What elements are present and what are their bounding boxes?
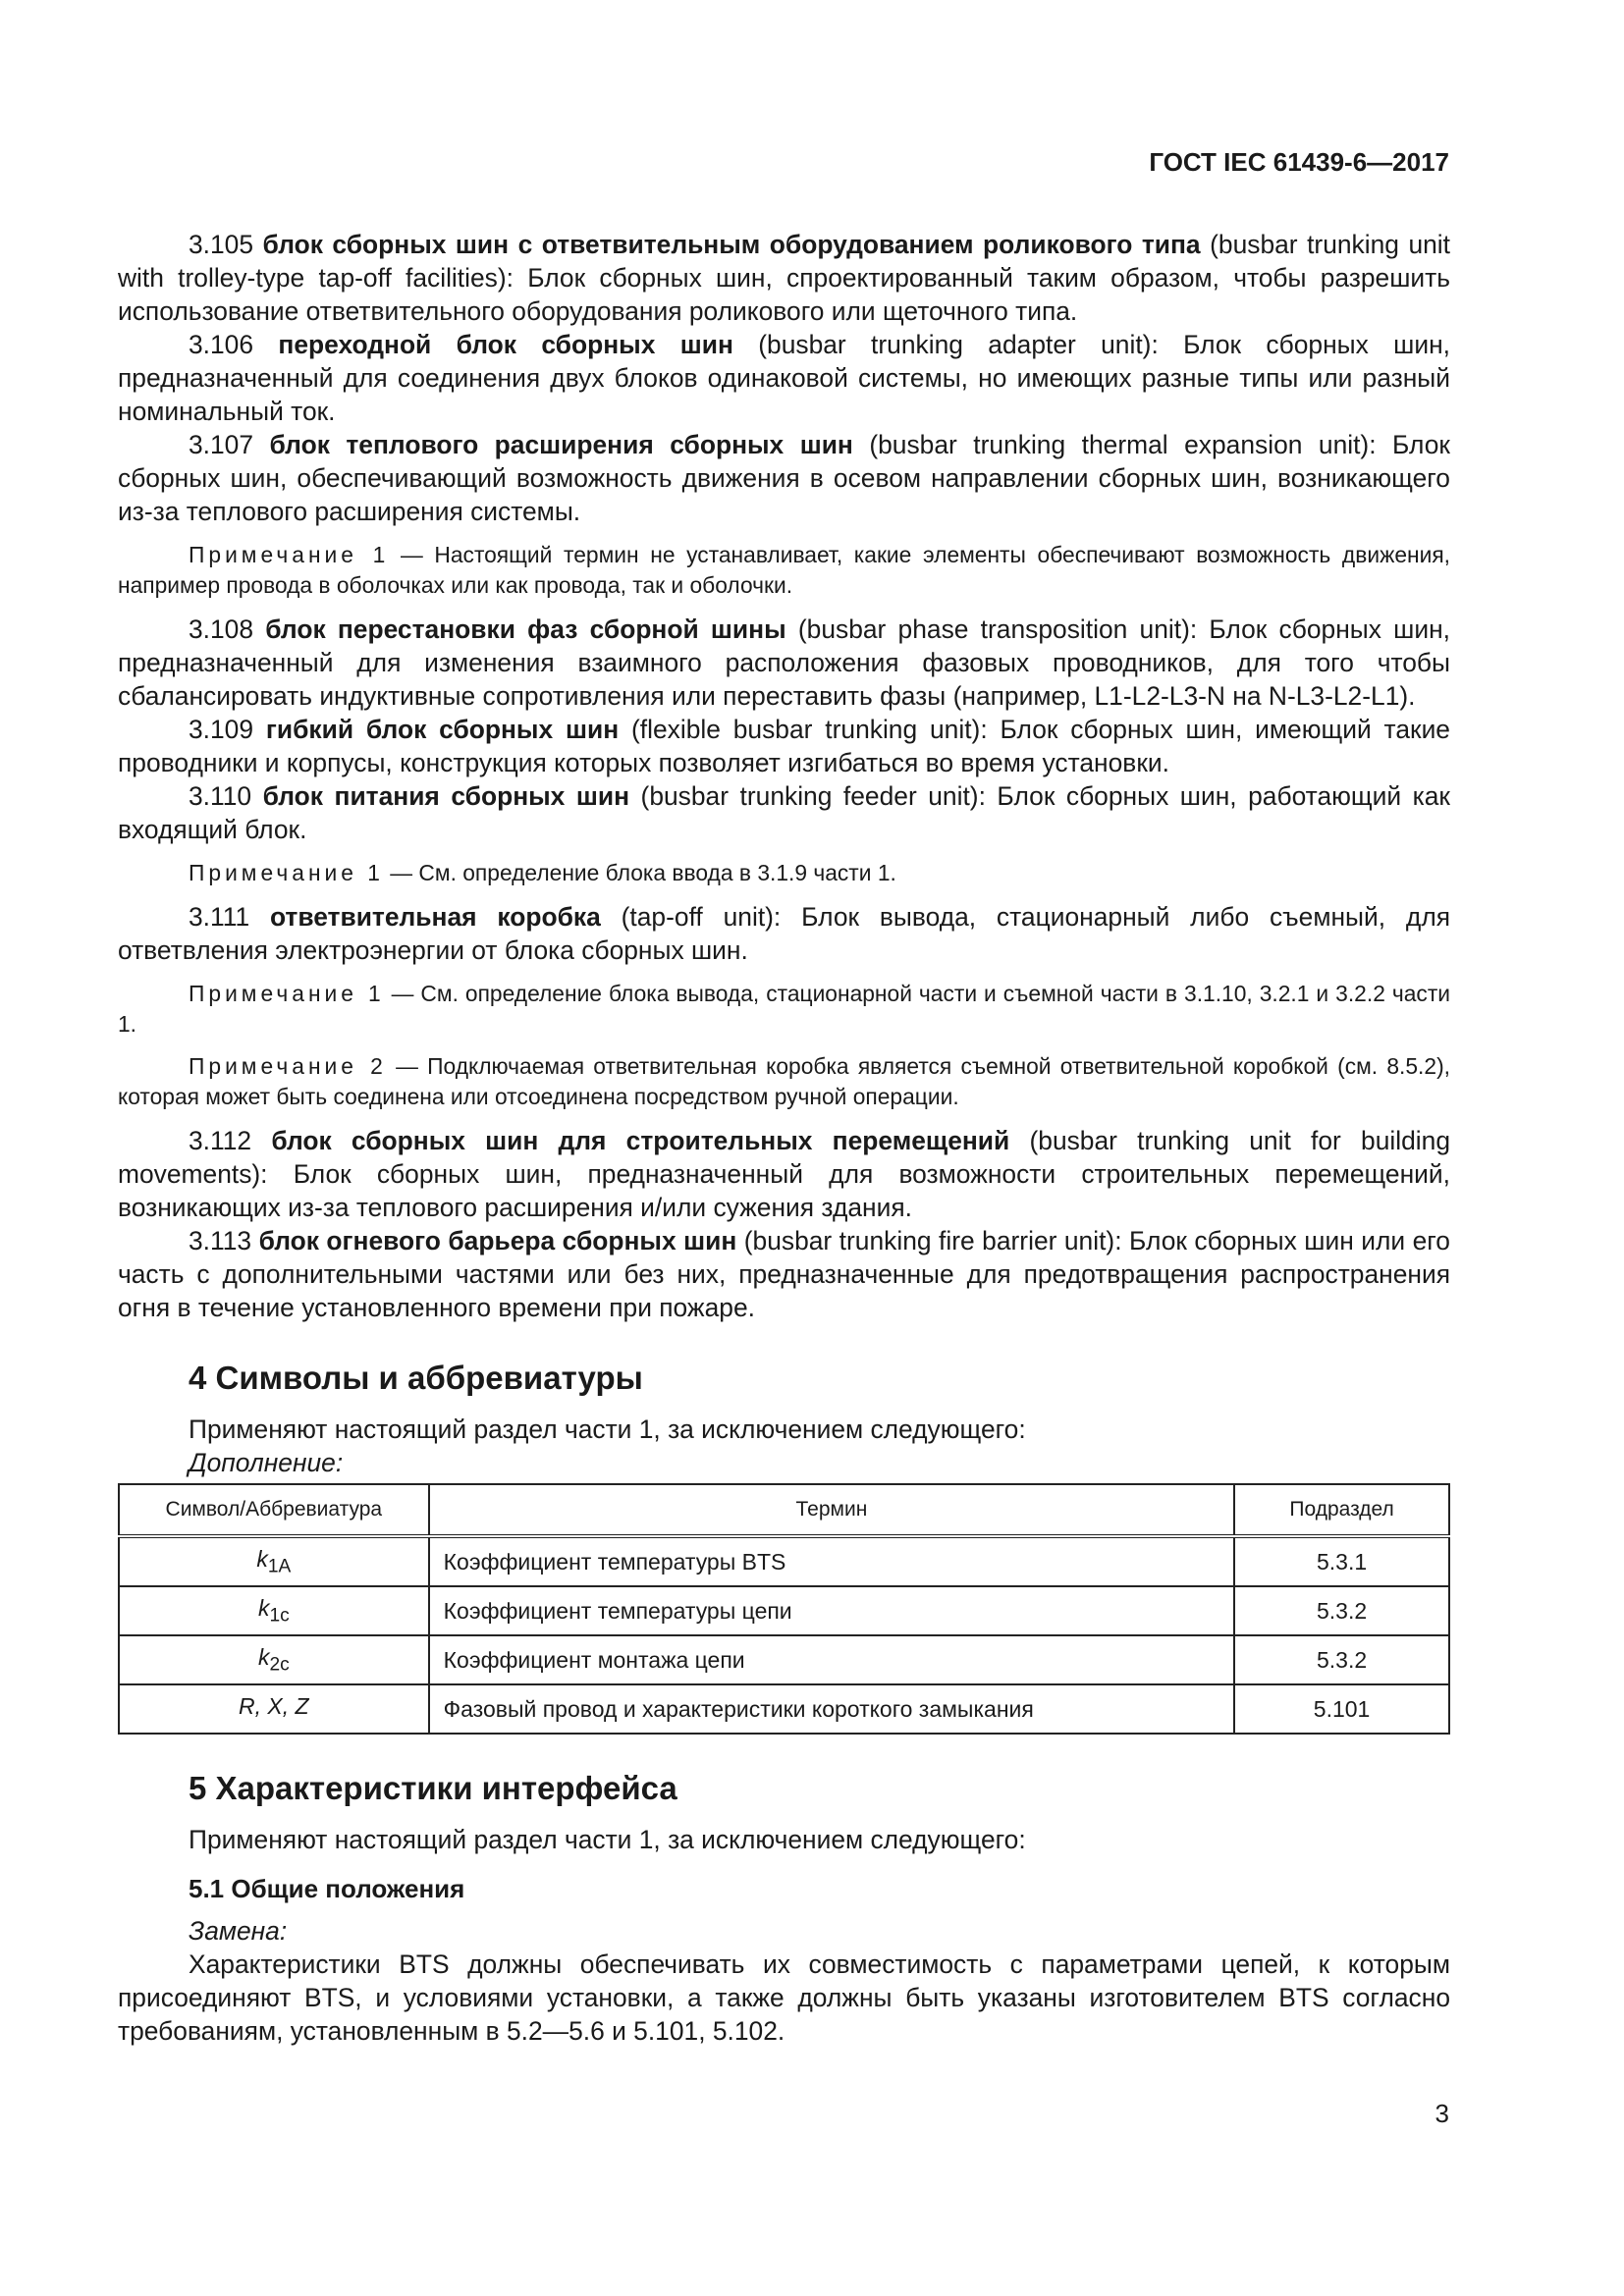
- table-row: [119, 1536, 1449, 1586]
- definition-3-112: 3.112 блок сборных шин для строительных перемещений (busbar trunking unit for building movements): Блок сборных шин, предназначенный для возможности строительных перемещений, возникающих из-за теплового расширения и/или сужения здания.: [118, 1126, 1451, 1222]
- table-cell-symbol: $k_{1c}$: [119, 1586, 429, 1635]
- table-row: [119, 1635, 1449, 1684]
- subsection-5-1-replacement: Замена:: [189, 1916, 288, 1946]
- table-cell-term: Коэффициент температуры цепи: [429, 1586, 1235, 1635]
- document-header: ГОСТ IEC 61439-6—2017: [1149, 147, 1449, 177]
- definition-3-109: 3.109 гибкий блок сборных шин (flexible busbar trunking unit): Блок сборных шин, имеющий такие проводники и корпусы, конструкция которых позволяет изгибаться во время установки.: [118, 715, 1450, 777]
- table-header-row: [119, 1484, 1449, 1536]
- table-cell-subsection: 5.101: [1234, 1684, 1449, 1734]
- section-4-heading: 4 Символы и аббревиатуры: [189, 1360, 643, 1396]
- table-header-symbol: Символ/Аббревиатура: [119, 1484, 429, 1536]
- page-number: 3: [1435, 2099, 1449, 2128]
- note-3-110: Примечание 1 — См. определение блока ввода в 3.1.9 части 1.: [189, 860, 896, 885]
- definition-3-110: 3.110 блок питания сборных шин (busbar trunking feeder unit): Блок сборных шин, работающий как входящий блок.: [118, 781, 1450, 844]
- subsection-5-1-body: Характеристики BTS должны обеспечивать их совместимость с параметрами цепей, к которым присоединяют BTS, и условиями установки, а также должны быть указаны изготовителем BTS согласно требованиям, установленным в 5.2—5.6 и 5.101, 5.102.: [118, 1949, 1450, 2046]
- section-5-heading: 5 Характеристики интерфейса: [189, 1770, 677, 1806]
- definition-3-105: 3.105 блок сборных шин с ответвительным оборудованием роликового типа (busbar trunking unit with trolley-type tap-off facilities): Блок сборных шин, спроектированный таким образом, чтобы разрешить использование ответвительного оборудования роликового или щеточного типа.: [118, 230, 1451, 326]
- note-3-111-1: Примечание 1 — См. определение блока вывода, стационарной части и съемной части в 3.1.10, 3.2.1 и 3.2.2 части 1.: [118, 981, 1450, 1037]
- definition-3-111: 3.111 ответвительная коробка (tap-off unit): Блок вывода, стационарный либо съемный, для ответвления электроэнергии от блока сборных шин.: [118, 902, 1451, 965]
- definition-3-108: 3.108 блок перестановки фаз сборной шины (busbar phase transposition unit): Блок сборных шин, предназначенный для изменения взаимного расположения фазовых проводников, для того чтобы сбалансировать индуктивные сопротивления или переставить фазы (например, L1-L2-L3-N на N-L3-L2-L1).: [118, 614, 1450, 711]
- table-cell-term: Коэффициент температуры BTS: [429, 1536, 1235, 1586]
- table-row: [119, 1586, 1449, 1635]
- note-3-107: Примечание 1 — Настоящий термин не устанавливает, какие элементы обеспечивают возможность движения, например провода в оболочках или как провода, так и оболочки.: [118, 542, 1450, 598]
- note-3-111-2: Примечание 2 — Подключаемая ответвительная коробка является съемной ответвительной коробкой (см. 8.5.2), которая может быть соединена или отсоединена посредством ручной операции.: [118, 1053, 1450, 1109]
- table-header-subsection: Подраздел: [1234, 1484, 1449, 1536]
- table-row: [119, 1684, 1449, 1734]
- definition-3-113: 3.113 блок огневого барьера сборных шин (busbar trunking fire barrier unit): Блок сборных шин или его часть с дополнительными частями или без них, предназначенные для предотвращения распространения огня в течение установленного времени при пожаре.: [118, 1226, 1450, 1322]
- table-header-term: Термин: [429, 1484, 1235, 1536]
- definition-3-107: 3.107 блок теплового расширения сборных шин (busbar trunking thermal expansion unit): Блок сборных шин, обеспечивающий возможность движения в осевом направлении сборных шин, возникающего из-за теплового расширения системы.: [118, 430, 1450, 526]
- subsection-5-1-heading: 5.1 Общие положения: [189, 1874, 465, 1903]
- section-4-addition: Дополнение:: [189, 1448, 344, 1477]
- table-cell-term: Фазовый провод и характеристики короткого замыкания: [429, 1684, 1235, 1734]
- table-cell-subsection: 5.3.1: [1234, 1536, 1449, 1586]
- table-cell-symbol: R, X, Z: [119, 1684, 429, 1734]
- table-cell-subsection: 5.3.2: [1234, 1635, 1449, 1684]
- table-cell-term: Коэффициент монтажа цепи: [429, 1635, 1235, 1684]
- symbols-table: [118, 1483, 1450, 1735]
- section-4-intro: Применяют настоящий раздел части 1, за исключением следующего:: [189, 1415, 1026, 1444]
- table-cell-symbol: $k_{2c}$: [119, 1635, 429, 1684]
- section-5-intro: Применяют настоящий раздел части 1, за исключением следующего:: [189, 1825, 1026, 1854]
- table-cell-subsection: 5.3.2: [1234, 1586, 1449, 1635]
- table-cell-symbol: $k_{1A}$: [119, 1536, 429, 1586]
- definition-3-106: 3.106 переходной блок сборных шин (busbar trunking adapter unit): Блок сборных шин, предназначенный для соединения двух блоков одинаковой системы, но имеющих разные типы или разный номинальный ток.: [118, 330, 1450, 426]
- document-body: [118, 228, 1450, 2048]
